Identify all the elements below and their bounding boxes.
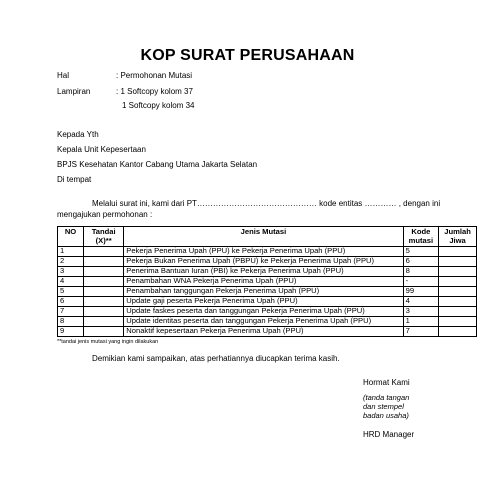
cell-tandai (84, 307, 124, 317)
cell-jenis: Pekerja Bukan Penerima Upah (PBPU) ke Pekerja Penerima Upah (PPU) (124, 257, 403, 267)
cell-no: 5 (58, 287, 84, 297)
mutation-table (57, 226, 477, 337)
cell-jumlah (439, 307, 477, 317)
header-kode-line1: Kode (411, 227, 431, 236)
cell-jenis: Nonaktif kepesertaan Pekerja Penerima Upah (PPU) (124, 327, 403, 337)
table-row (58, 307, 477, 317)
table-row (58, 277, 477, 287)
cell-tandai (84, 287, 124, 297)
cell-jumlah (439, 277, 477, 287)
cell-tandai (84, 277, 124, 287)
cell-kode: 8 (403, 267, 439, 277)
cell-kode: - (403, 277, 439, 287)
header-tandai-line2: (X)** (95, 235, 112, 245)
cell-no: 1 (58, 247, 84, 257)
field-value: : Permohonan Mutasi (116, 71, 193, 80)
header-no: NO (58, 227, 84, 247)
cell-jenis: Penerima Bantuan Iuran (PBI) ke Pekerja Penerima Upah (PPU) (124, 267, 403, 277)
table-row (58, 327, 477, 337)
cell-jumlah (439, 287, 477, 297)
intro-line-1: Melalui surat ini, kami dari PT……………………………………… kode entitas ………… , dengan ini (92, 199, 441, 208)
table-row (58, 287, 477, 297)
field-label: Lampiran (57, 87, 91, 96)
cell-jumlah (439, 257, 477, 267)
cell-jenis: Penambahan tanggungan Pekerja Penerima Upah (PPU) (124, 287, 403, 297)
table-row (58, 317, 477, 327)
cell-kode: 6 (403, 257, 439, 267)
cell-tandai (84, 247, 124, 257)
field-value: : 1 Softcopy kolom 37 (116, 87, 193, 96)
header-jumlah-line2: Jiwa (449, 235, 466, 245)
cell-tandai (84, 297, 124, 307)
closing-text: Demikian kami sampaikan, atas perhatiannya diucapkan terima kasih. (92, 354, 340, 363)
cell-no: 9 (58, 327, 84, 337)
recipient-line: Di tempat (57, 175, 92, 184)
header-kode (403, 227, 439, 247)
cell-jumlah (439, 247, 477, 257)
table-body (58, 247, 477, 337)
footnote: **tandai jenis mutasi yang ingin dilakukan (57, 339, 159, 345)
cell-jenis: Pekerja Penerima Upah (PPU) ke Pekerja Penerima Upah (PPU) (124, 247, 403, 257)
cell-jumlah (439, 267, 477, 277)
table-row (58, 247, 477, 257)
cell-jenis: Update identitas peserta dan tanggungan Pekerja Penerima Upah (PPU) (124, 317, 403, 327)
cell-jumlah (439, 317, 477, 327)
cell-no: 4 (58, 277, 84, 287)
signature-role: HRD Manager (363, 430, 415, 439)
cell-jumlah (439, 297, 477, 307)
signature-note-line: badan usaha) (363, 411, 409, 420)
cell-kode: 1 (403, 317, 439, 327)
field-value: 1 Softcopy kolom 34 (122, 101, 195, 110)
table-header-row (58, 227, 477, 247)
recipient-line: BPJS Kesehatan Kantor Cabang Utama Jakarta Selatan (57, 160, 258, 169)
header-tandai-line1: Tandai (91, 227, 116, 236)
cell-no: 7 (58, 307, 84, 317)
cell-jumlah (439, 327, 477, 337)
cell-kode: 5 (403, 247, 439, 257)
cell-tandai (84, 327, 124, 337)
cell-jenis: Penambahan WNA Pekerja Penerima Upah (PPU) (124, 277, 403, 287)
table-row (58, 297, 477, 307)
intro-line-2: mengajukan permohonan : (57, 210, 153, 219)
header-jenis: Jenis Mutasi (124, 227, 403, 247)
cell-kode: 4 (403, 297, 439, 307)
header-kode-line2: mutasi (408, 235, 434, 245)
cell-jenis: Update gaji peserta Pekerja Penerima Upah (PPU) (124, 297, 403, 307)
header-jumlah (439, 227, 477, 247)
cell-no: 8 (58, 317, 84, 327)
recipient-line: Kepala Unit Kepesertaan (57, 145, 146, 154)
signature-note-line: dan stempel (363, 402, 404, 411)
cell-tandai (84, 257, 124, 267)
cell-kode: 7 (403, 327, 439, 337)
cell-no: 3 (58, 267, 84, 277)
cell-tandai (84, 267, 124, 277)
field-label: Hal (57, 71, 70, 80)
table-row (58, 257, 477, 267)
cell-no: 6 (58, 297, 84, 307)
header-tandai (84, 227, 124, 247)
cell-kode: 99 (403, 287, 439, 297)
cell-kode: 3 (403, 307, 439, 317)
cell-no: 2 (58, 257, 84, 267)
header-jumlah-line1: Jumlah (444, 227, 471, 236)
signature-greeting: Hormat Kami (363, 378, 410, 387)
letter-title: KOP SURAT PERUSAHAAN (140, 47, 355, 64)
table-row (58, 267, 477, 277)
recipient-line: Kepada Yth (57, 130, 99, 139)
signature-note-line: (tanda tangan (363, 393, 410, 402)
cell-jenis: Update faskes peserta dan tanggungan Pekerja Penerima Upah (PPU) (124, 307, 403, 317)
cell-tandai (84, 317, 124, 327)
